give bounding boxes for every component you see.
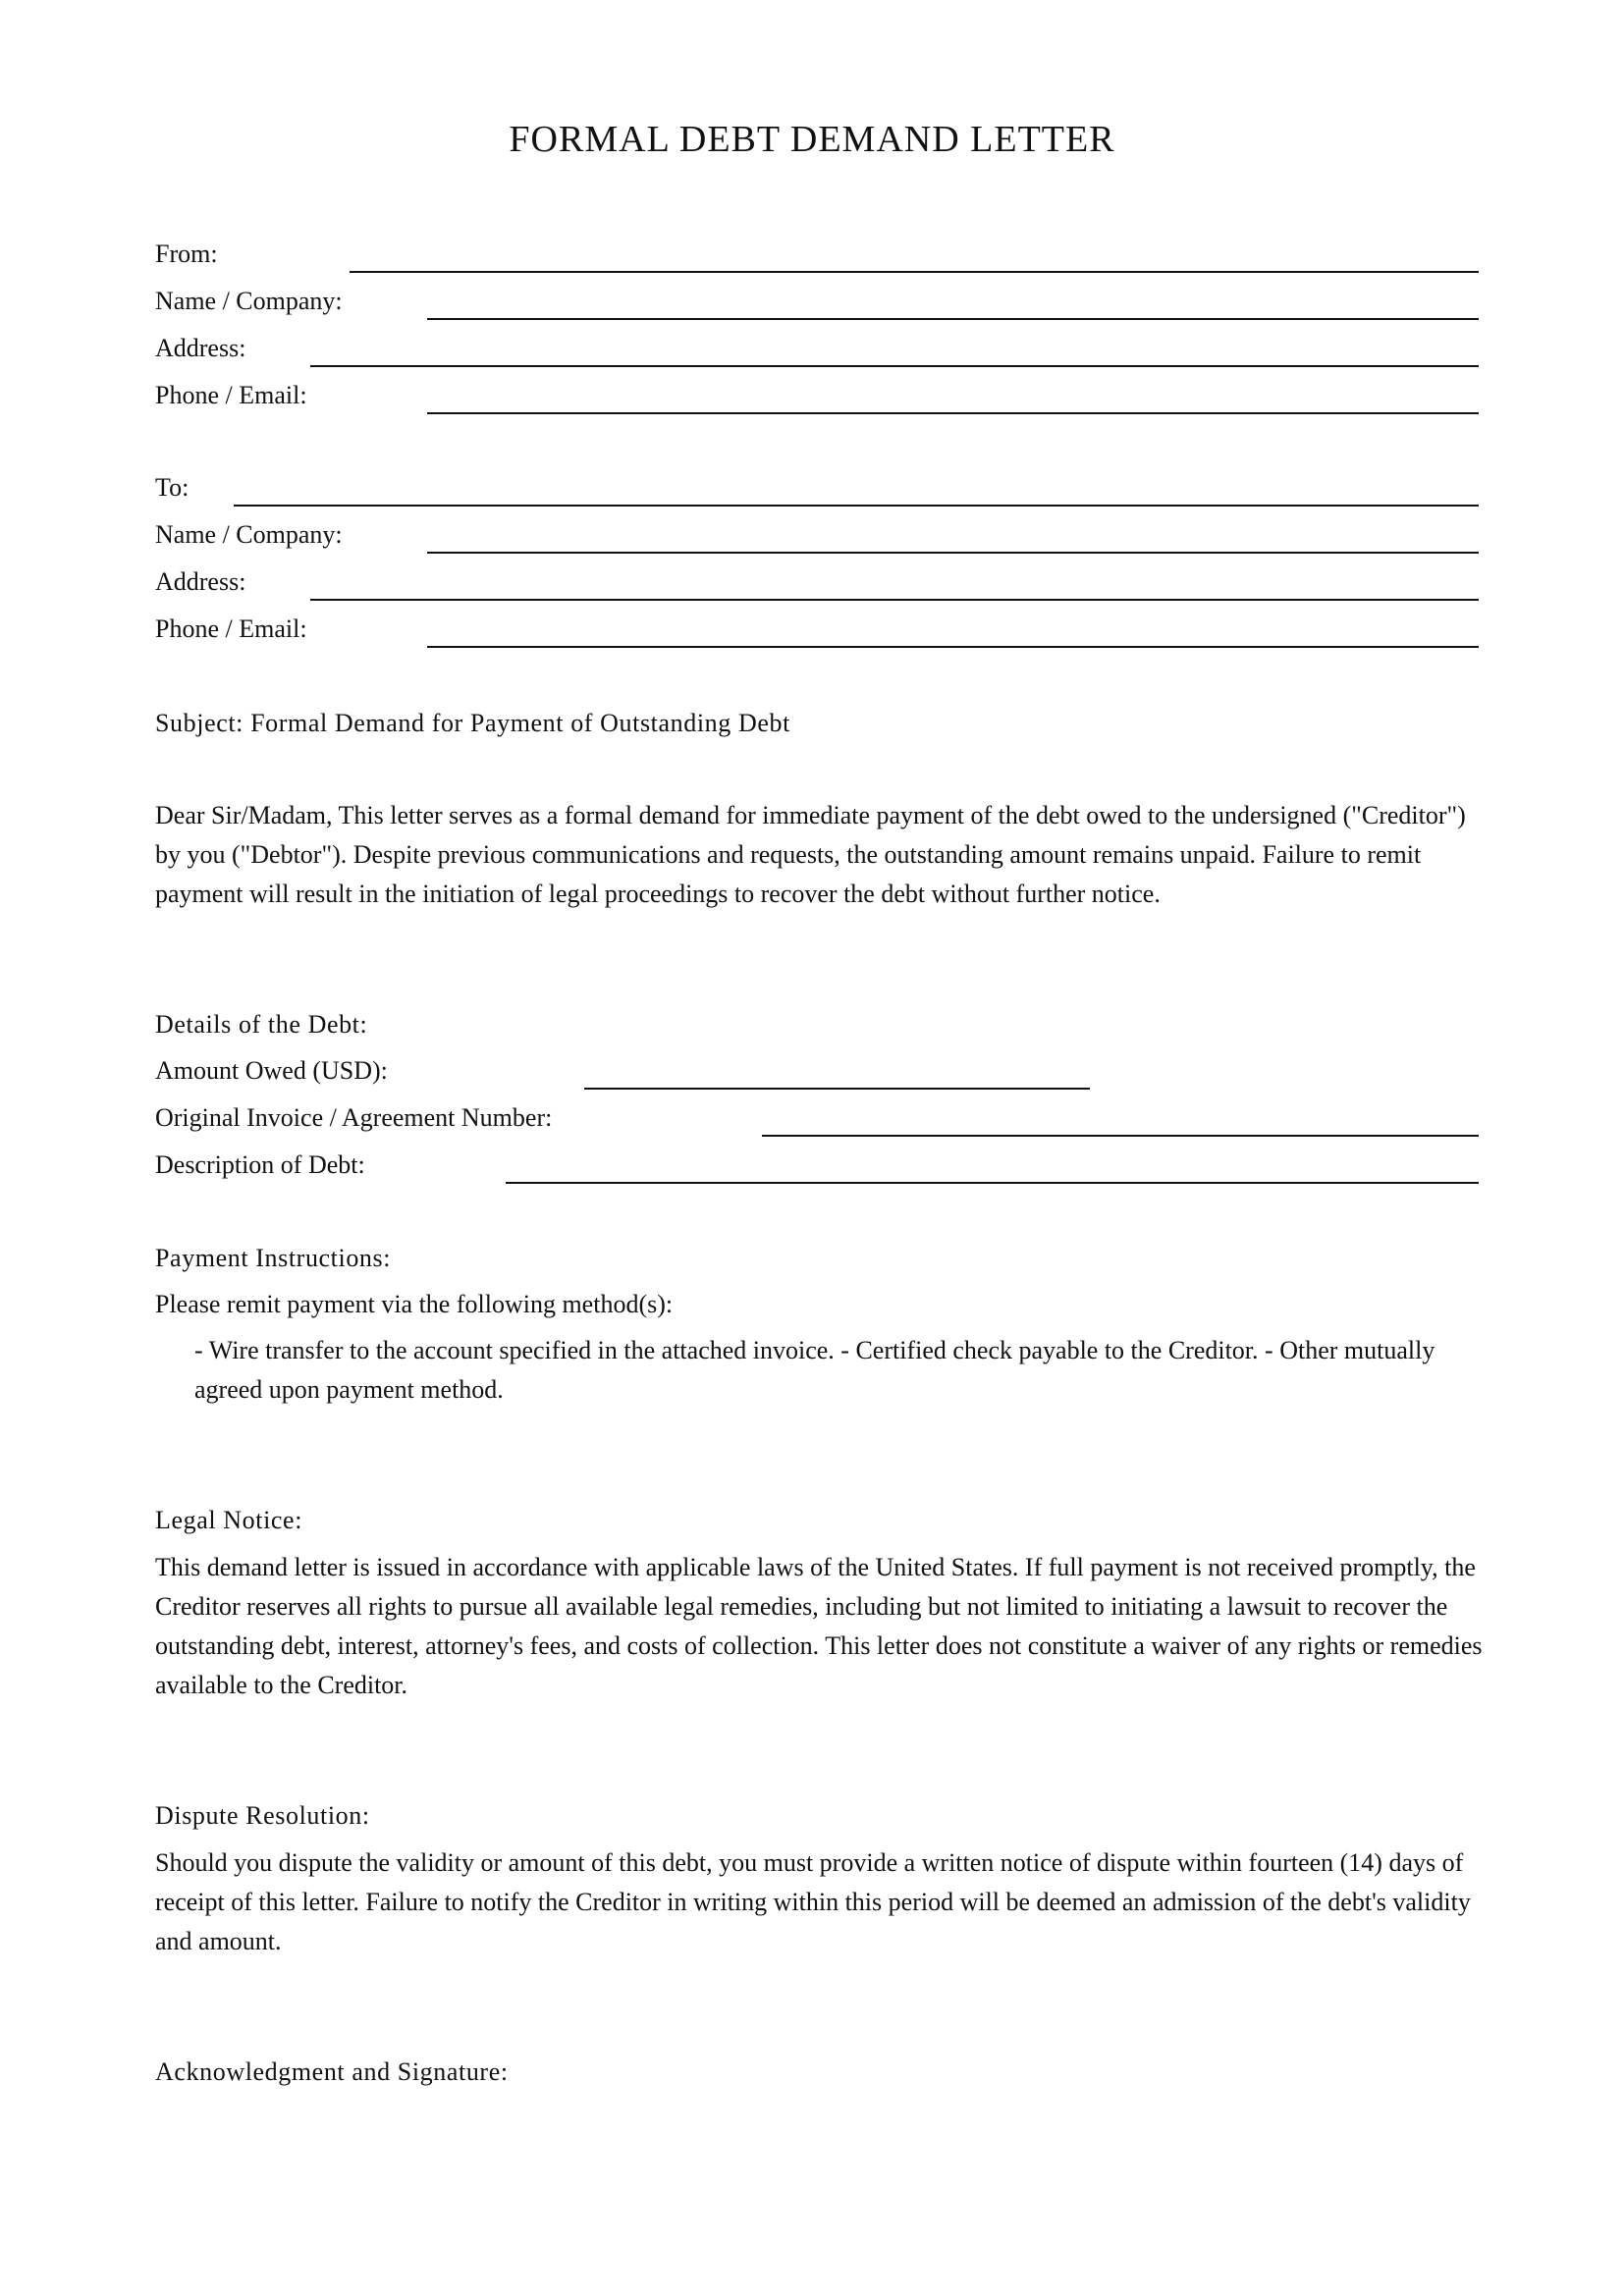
- to-name-label: Name / Company:: [155, 520, 343, 549]
- from-name-label: Name / Company:: [155, 287, 343, 315]
- to-contact-field: [155, 607, 1479, 652]
- to-name-field: [155, 512, 1479, 558]
- from-input-line[interactable]: [350, 271, 1479, 273]
- to-address-field: [155, 560, 1479, 605]
- legal-notice-body: This demand letter is issued in accordance with applicable laws of the United States. If full payment is not received promptly, the Creditor reserves all rights to pursue all available legal remedies, including but not limited to initiating a lawsuit to recover the outstanding debt, interest, attorney's fees, and costs of collection. This letter does not constitute a waiver of any rights or remedies available to the Creditor.: [155, 1553, 1483, 1699]
- debt-description-field: [155, 1143, 1479, 1188]
- to-label: To:: [155, 473, 189, 502]
- from-address-input-line[interactable]: [310, 365, 1479, 367]
- to-address-label: Address:: [155, 567, 246, 596]
- from-field: [155, 232, 1479, 277]
- to-input-line[interactable]: [234, 505, 1479, 507]
- payment-intro: Please remit payment via the following method(s):: [155, 1290, 674, 1318]
- from-contact-field: [155, 373, 1479, 418]
- to-contact-label: Phone / Email:: [155, 614, 307, 643]
- amount-owed-input-line[interactable]: [584, 1088, 1090, 1090]
- dispute-body: Should you dispute the validity or amount of this debt, you must provide a written notice of dispute within fourteen (14) days of receipt of this letter. Failure to notify the Creditor in writing within this period will be deemed an admission of the debt's validity and amount.: [155, 1848, 1471, 1955]
- subject-line: Subject: Formal Demand for Payment of Outstanding Debt: [155, 709, 790, 737]
- to-name-input-line[interactable]: [427, 552, 1479, 554]
- payment-methods: - Wire transfer to the account specified in the attached invoice. - Certified check payable to the Creditor. - Other mutually agreed upon payment method.: [194, 1336, 1435, 1404]
- page-title: FORMAL DEBT DEMAND LETTER: [509, 119, 1115, 160]
- invoice-number-input-line[interactable]: [762, 1135, 1479, 1137]
- debt-description-input-line[interactable]: [506, 1182, 1479, 1184]
- acknowledgment-heading: Acknowledgment and Signature:: [155, 2057, 509, 2086]
- invoice-number-label: Original Invoice / Agreement Number:: [155, 1103, 553, 1132]
- payment-heading: Payment Instructions:: [155, 1244, 392, 1272]
- from-contact-input-line[interactable]: [427, 412, 1479, 414]
- amount-owed-label: Amount Owed (USD):: [155, 1056, 388, 1085]
- debt-description-label: Description of Debt:: [155, 1150, 365, 1179]
- from-address-field: [155, 326, 1479, 371]
- salutation-body: Dear Sir/Madam, This letter serves as a formal demand for immediate payment of the debt owed to the undersigned ("Creditor") by you ("Debtor"). Despite previous communications and requests, the outstanding amount remains unpaid. Failure to remit payment will result in the initiation of legal proceedings to recover the debt without further notice.: [155, 801, 1466, 908]
- to-contact-input-line[interactable]: [427, 646, 1479, 648]
- from-name-field: [155, 279, 1479, 324]
- from-contact-label: Phone / Email:: [155, 381, 307, 409]
- from-label: From:: [155, 240, 218, 268]
- debt-details-heading: Details of the Debt:: [155, 1010, 368, 1039]
- to-field: [155, 465, 1479, 510]
- amount-owed-field: [155, 1048, 1479, 1094]
- legal-notice-heading: Legal Notice:: [155, 1506, 303, 1534]
- from-address-label: Address:: [155, 334, 246, 362]
- to-address-input-line[interactable]: [310, 599, 1479, 601]
- invoice-number-field: [155, 1095, 1479, 1141]
- dispute-heading: Dispute Resolution:: [155, 1801, 370, 1830]
- from-name-input-line[interactable]: [427, 318, 1479, 320]
